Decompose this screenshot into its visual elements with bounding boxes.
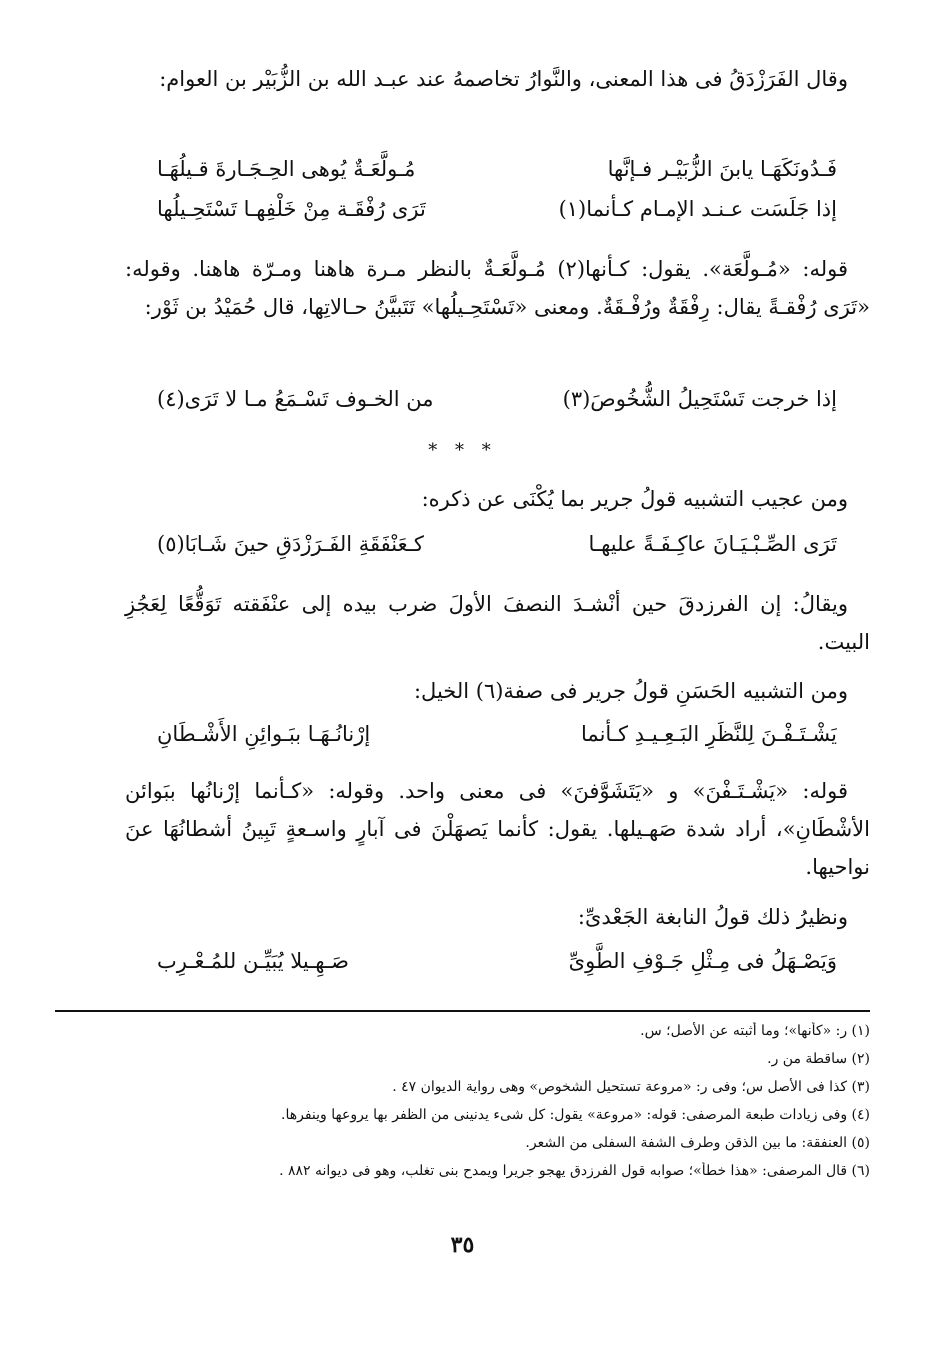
verse-first-hemistich: وَيَصْـهَلُ فى مِـثْلِ جَـوْفِ الطَّوِىِّ [568, 949, 837, 973]
section-divider: * * * [428, 440, 497, 461]
footnote: (٢) ساقطة من ر. [767, 1051, 870, 1067]
page-number: ٣٥ [450, 1232, 475, 1258]
paragraph-intro: وقال الفَرَزْدَقُ فى هذا المعنى، والنَّوارُ تخاصمهُ عند عبـد الله بن الزُّبَيْر بن العوام: [159, 67, 848, 91]
verse-line [157, 380, 837, 418]
paragraph-intro: ونظيرُ ذلك قولُ النابغة الجَعْدىِّ: [577, 905, 848, 929]
verse-second-hemistich: إرْنانُـهَـا ببَـوائِنِ الأَشْـطَانِ [157, 722, 371, 746]
footnote: (٤) وفى زيادات طبعة المرصفى: قوله: «مروعة» يقول: كل شىء يدنينى من الظفر بها يروعها وينفرها. [281, 1107, 870, 1123]
verse-line [157, 525, 837, 563]
footnote: (١) ر: «كأنها»؛ وما أثبته عن الأصل؛ س. [640, 1023, 870, 1039]
footnote: (٦) قال المرصفى: «هذا خطأ»؛ صوابه قول الفرزدق يهجو جريرا ويمدح بنى تغلب، وهو فى ديوانه ٨٨٢ . [279, 1163, 870, 1179]
verse-first-hemistich: يَشْـتَـفْـنَ لِلنَّظَرِ البَـعِـيـدِ كـأنما [581, 722, 837, 746]
paragraph-commentary: قوله: «مُـولَّعَة». يقول: كـأنها(٢) مُـولَّعَـةٌ بالنظر مـرة هاهنا ومـرّة هاهنا. وقوله: «تَرَى رُفْقـةً يقال: رِفْقَةٌ ورُفْـقَةٌ. ومعنى «تَسْتَحِـيلُها» تَتَبيَّنُ حـالاتِها، قال حُمَيْدُ بن ثَوْر: [125, 257, 870, 319]
paragraph-intro: ومن عجيب التشبيه قولُ جرير بما يُكْنَى عن ذكره: [421, 487, 848, 511]
verse-line [157, 715, 837, 753]
footnote-separator [55, 1010, 870, 1012]
verse-first-hemistich: إذا جَلَسَت عـنـد الإمـام كـأنما(١) [558, 197, 837, 221]
verse-second-hemistich: من الخـوف تَسْـمَعُ مـا لا تَرَى(٤) [157, 387, 434, 411]
verse-second-hemistich: مُـولَّعَـةٌ يُوهى الحِـجَـارةَ قـيلُهَـا [157, 157, 416, 181]
footnote: (٣) كذا فى الأصل س؛ وفى ر: «مروعة تستحيل الشخوص» وهى رواية الديوان ٤٧ . [392, 1079, 870, 1095]
verse-second-hemistich: تَرَى رُفْقَـة مِنْ خَلْفِهـا تَسْتَحِـيلُها [157, 197, 426, 221]
paragraph-commentary: قوله: «يَشْـتَـفْنَ» و «يَتَشَوَّفنَ» فى معنى واحد. وقوله: «كـأنما إرْنانُها ببَوائن الأشْطَانِ»، أراد شدة صَهـيلها. يقول: كأنما يَصهَلْنَ فى آبارٍ واسـعةٍ تَبِينُ أشطانُهَا عنَ نواحيها. [125, 779, 870, 879]
paragraph-intro: ومن التشبيه الحَسَنِ قولُ جرير فى صفة(٦) الخيل: [413, 679, 848, 703]
verse-first-hemistich: تَرَى الصِّـبْـيَـانَ عاكِـفَـةً عليهـا [588, 532, 837, 556]
verse-first-hemistich: فَـدُونَكَهَـا يابنَ الزُّبَيْـر فـإنَّها [607, 157, 837, 181]
verse-first-hemistich: إذا خرجت تَسْتَحِيلُ الشُّخُوصَ(٣) [562, 387, 837, 411]
verse-line [157, 942, 837, 980]
verse-second-hemistich: كـعَنْفَقَةِ الفَـرَزْدَقِ حينَ شَـابَا(٥) [157, 532, 424, 556]
footnote: (٥) العنفقة: ما بين الذقن وطرف الشفة السفلى من الشعر. [525, 1135, 870, 1151]
verse-line [157, 150, 837, 188]
paragraph-commentary: ويقالُ: إن الفرزدقَ حين أنْشـدَ النصفَ الأولَ ضرب بيده إلى عنْفَقته تَوَقُّعًا لِعَجُزِ البيت. [125, 592, 870, 654]
verse-second-hemistich: صَـهِـيلا يُبَيِّـن للمُـعْـرِب [157, 949, 349, 973]
verse-line [157, 190, 837, 228]
